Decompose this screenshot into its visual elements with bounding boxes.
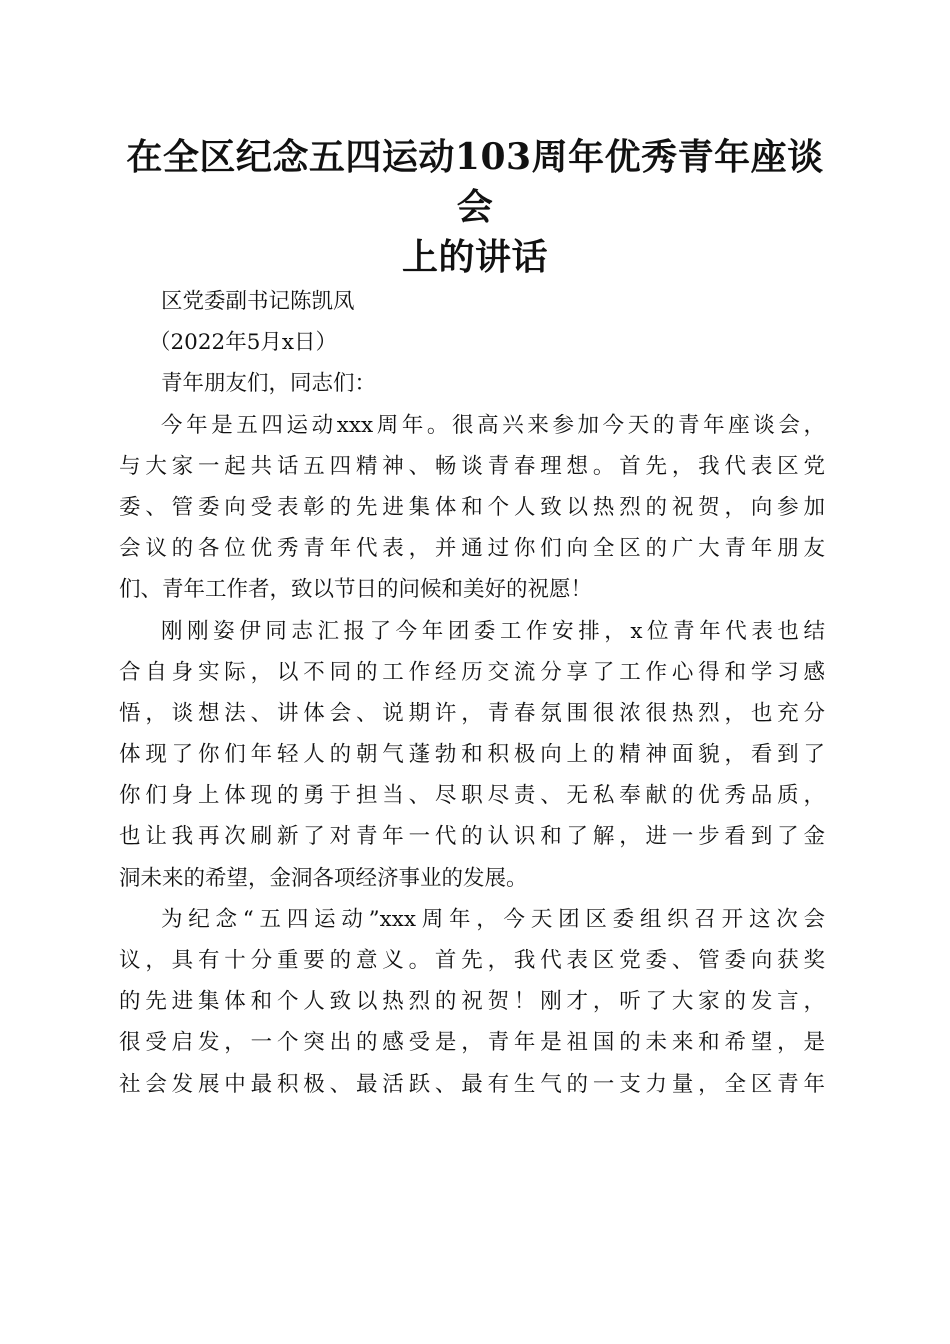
paragraph-line: 与大家一起共话五四精神、畅谈青春理想。首先，我代表区党 — [119, 453, 825, 479]
paragraph-line: 议，具有十分重要的意义。首先，我代表区党委、管委向获奖 — [119, 948, 825, 973]
paragraph-line: 刚刚姿伊同志汇报了今年团委工作安排，x位青年代表也结 — [161, 618, 825, 644]
speaker-line: 区党委副书记陈凯凤 — [161, 289, 355, 314]
salutation-line: 青年朋友们，同志们： — [161, 371, 377, 397]
paragraph-line: 社会发展中最积极、最活跃、最有生气的一支力量，全区青年 — [119, 1071, 825, 1097]
paragraph-line: 体现了你们年轻人的朝气蓬勃和积极向上的精神面貌，看到了 — [119, 742, 825, 768]
paragraph-line: 也让我再次刷新了对青年一代的认识和了解，进一步看到了金 — [119, 824, 825, 850]
paragraph-line: 合自身实际，以不同的工作经历交流分享了工作心得和学习感 — [119, 659, 825, 685]
paragraph-line: 为纪念“五四运动”xxx周年，今天团区委组织召开这次会 — [161, 906, 825, 932]
title-line-2: 上的讲话 — [401, 236, 548, 278]
paragraph-line: 悟，谈想法、讲体会、说期许，青春氛围很浓很热烈，也充分 — [119, 700, 825, 726]
paragraph-line: 会议的各位优秀青年代表，并通过你们向全区的广大青年朋友 — [119, 536, 825, 562]
date-line: （2022年5月x日） — [149, 330, 338, 356]
paragraph-line: 委、管委向受表彰的先进集体和个人致以热烈的祝贺，向参加 — [119, 494, 825, 520]
paragraph-3 — [119, 899, 825, 1105]
paragraph-line: 很受启发，一个突出的感受是，青年是祖国的未来和希望，是 — [119, 1030, 825, 1056]
paragraph-line: 的先进集体和个人致以热烈的祝贺！刚才，听了大家的发言， — [119, 989, 825, 1015]
paragraph-line: 们、青年工作者，致以节日的问候和美好的祝愿！ — [119, 577, 593, 603]
paragraph-line: 你们身上体现的勇于担当、尽职尽责、无私奉献的优秀品质， — [119, 783, 825, 809]
paragraph-line: 洞未来的希望，金洞各项经济事业的发展。 — [119, 865, 528, 891]
paragraph-1 — [119, 405, 825, 611]
document-body — [119, 281, 825, 1105]
paragraph-line: 今年是五四运动xxx周年。很高兴来参加今天的青年座谈会， — [161, 412, 825, 438]
paragraph-2 — [119, 611, 825, 899]
document-title — [110, 132, 840, 282]
title-line-1: 在全区纪念五四运动103周年优秀青年座谈会 — [126, 136, 824, 228]
